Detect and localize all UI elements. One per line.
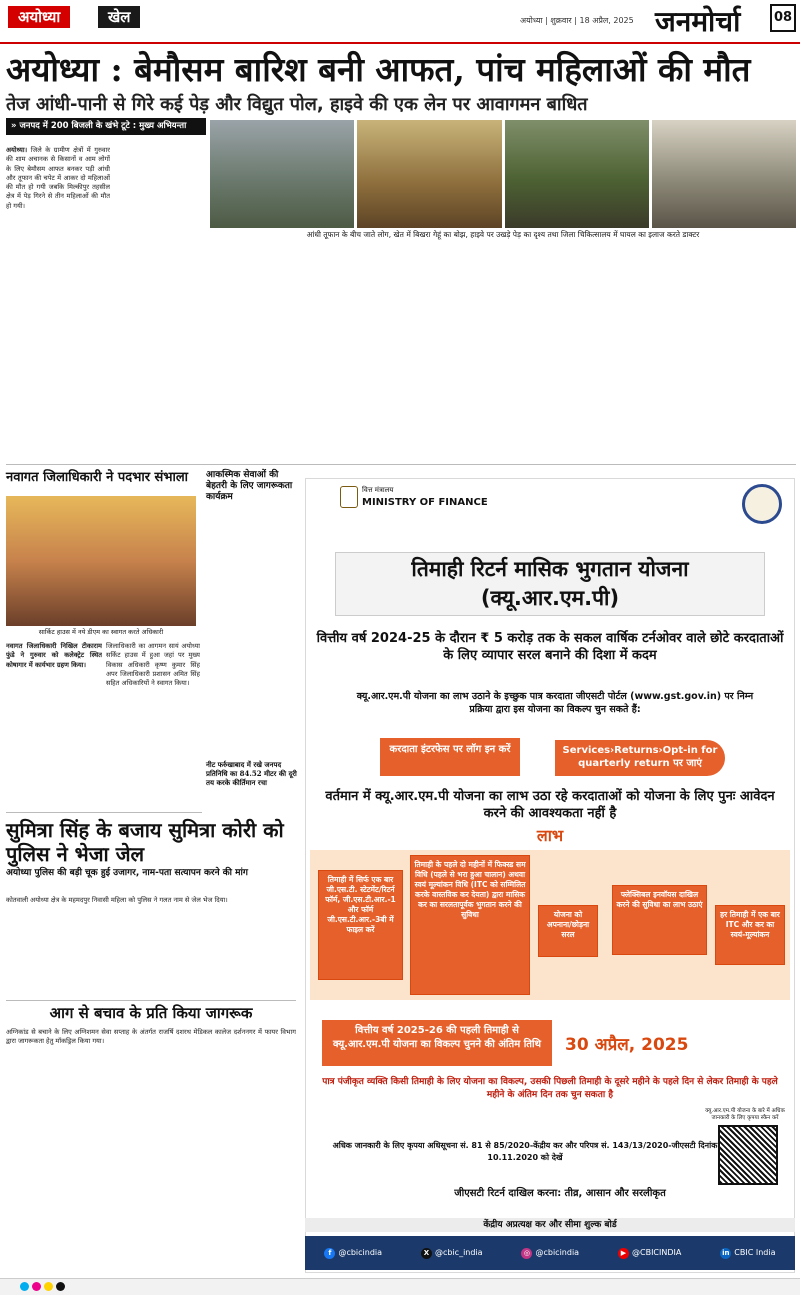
ad-deadline-box: वित्तीय वर्ष 2025-26 की पहली तिमाही से क्यू.आर.एम.पी योजना का विकल्प चुनने की अंतिम तिथि [322, 1020, 552, 1066]
dm-text: जिलाधिकारी का आगमन सायं अयोध्या सर्किट हाउस में हुआ जहां पर मुख्य विकास अधिकारी कृष्ण कुमार सिंह अपर जिलाधिकारी प्रशासन अमित सिंह सहित अधिकारियों ने स्वागत किया। [106, 642, 200, 688]
newspaper-brand: जनमोर्चा [655, 5, 741, 38]
social-handle: CBIC India [734, 1248, 776, 1257]
ad-benefit-flexible-invoice: फ्लेक्सिबल इनवॉयस दाखिल करने की सुविधा का लाभ उठाएं [612, 885, 707, 955]
lead-subhead: तेज आंधी-पानी से गिरे कई पेड़ और विद्युत पोल, हाइवे की एक लेन पर आवागमन बाधित [6, 94, 588, 115]
ad-title: तिमाही रिटर्न मासिक भुगतान योजना [411, 557, 689, 581]
registration-black-icon [56, 1282, 65, 1291]
ad-benefits-heading: लाभ [536, 826, 564, 845]
storm-photo [210, 120, 354, 228]
lead-text-col1 [6, 146, 110, 436]
medical-text [206, 500, 302, 750]
lead-text-col6 [504, 252, 596, 460]
jail-text: कोतवाली अयोध्या क्षेत्र के महमदपुर निवासी महिला को पुलिस ने गलत नाम से जेल भेज दिया। [6, 896, 228, 904]
social-handle: @cbicindia [338, 1248, 383, 1257]
lead-photo-strip [210, 120, 796, 228]
print-footer [0, 1278, 800, 1295]
jail-byline: अयोध्या पुलिस की बड़ी चूक हुई उजागर, नाम-पता सत्यापन करने की मांग [6, 868, 248, 878]
section-tab-sports[interactable]: खेल [98, 6, 140, 28]
record-headline: नीट फर्रुखाबाद में रखे जनपद प्रतिनिधि का 84.52 मीटर की दूरी तय करके कीर्तिमान रचा [206, 760, 297, 787]
qr-code-icon[interactable] [718, 1125, 778, 1185]
lead-text-col3 [210, 252, 298, 460]
lead-dateline: अयोध्या। [6, 146, 28, 154]
ad-no-reapply-line: वर्तमान में क्यू.आर.एम.पी योजना का लाभ उठा रहे करदाताओं को योजना के लिए पुनः आवेदन करने की आवश्यकता नहीं है [325, 789, 775, 821]
social-facebook[interactable] [324, 1248, 382, 1259]
social-handle: @CBICINDIA [632, 1248, 682, 1257]
ad-eligibility-line: वित्तीय वर्ष 2024-25 के दौरान ₹ 5 करोड़ तक के सकल वार्षिक टर्नओवर वाले छोटे करदाताओं के लिए व्यापार सरल बनाने की दिशा में कदम [316, 631, 784, 663]
registration-magenta-icon [32, 1282, 41, 1291]
ad-benefit-self-assessment: हर तिमाही में एक बार ITC और कर का स्वयं-मूल्यांकन [715, 905, 785, 965]
section-divider [6, 812, 202, 813]
ad-step-login: करदाता इंटरफेस पर लॉग इन करें [380, 738, 520, 776]
qr-caption: क्यू.आर.एम.पी योजना के बारे में अधिक जानकारी के लिए कृपया स्कैन करें [705, 1108, 785, 1121]
section-divider [6, 464, 796, 465]
youtube-icon: ▶ [618, 1248, 629, 1259]
lead-headline: अयोध्या : बेमौसम बारिश बनी आफत, पांच महिलाओं की मौत [6, 50, 751, 89]
ministry-label-hindi: वित्त मंत्रालय [362, 486, 394, 494]
lead-text-col7 [602, 252, 694, 460]
lead-paragraph: जिले के ग्रामीण क्षेत्रों में गुरुवार की शाम अचानक से किसानों व आम लोगों के लिए बेमौसम आफत बनकर पड़ी आंधी और तूफान की चपेट में आकर दो महिलाओं की मौत हो गयी जबकि मिल्कीपुर तहसील क्षेत्र में पेड़ गिरने से तीन महिलाओं की मौत हो गयी। [6, 146, 110, 210]
lead-photo-caption: आंधी तूफान के बीच जाते लोग, खेत में बिखरा गेहूं का बोझ, हाइवे पर उखड़े पेड़ का दृश्य तथा जिला चिकित्सालय में घायल का इलाज करते डाक्टर [306, 230, 700, 239]
ad-social-bar [305, 1236, 795, 1270]
ad-title-abbrev: (क्यू.आर.एम.पी) [480, 586, 620, 610]
section-tab-ayodhya[interactable]: अयोध्या [8, 6, 70, 28]
ad-benefit-easy-optin: योजना को अपनाना/छोड़ना सरल [538, 905, 598, 957]
lead-kicker: » जनपद में 200 बिजली के खंभे टूटे : मुख्य अभियन्ता [6, 118, 206, 135]
social-handle: @cbicindia [535, 1248, 580, 1257]
masthead [0, 0, 800, 44]
ad-deadline-date: 30 अप्रैल, 2025 [565, 1035, 689, 1055]
facebook-icon: f [324, 1248, 335, 1259]
ad-benefit-monthly-payment: तिमाही के पहले दो महीनों में फिक्स्ड सम विधि (पहले से भरा हुआ चालान) अथवा स्वयं मूल्यांकन विधि (ITC को सम्मिलित करके वास्तविक कर देयता) द्वारा मासिक कर का सरलतापूर्वक भुगतान करने की सुविधा [410, 855, 530, 995]
registration-cyan-icon [20, 1282, 29, 1291]
dm-headline: नवागत जिलाधिकारी ने पदभार संभाला [6, 470, 189, 485]
linkedin-icon: in [722, 1248, 730, 1257]
record-text [206, 790, 302, 1270]
government-emblem-icon [340, 486, 358, 508]
fire-headline: आग से बचाव के प्रति किया जागरूक [49, 1004, 253, 1022]
registration-yellow-icon [44, 1282, 53, 1291]
cbic-seal-icon [742, 484, 782, 524]
wheat-field-photo [357, 120, 501, 228]
social-handle: @cbic_india [434, 1248, 483, 1257]
fire-text: अग्निकांड से बचाने के लिए अग्निशमन सेवा सप्ताह के अंतर्गत राजर्षि दशरथ मेडिकल कालेज दर्शननगर में फायर विभाग द्वारा जागरूकता हेतु मॉकड्रिल किया गया। [6, 1028, 296, 1046]
lead-text-col2 [114, 252, 204, 460]
social-linkedin[interactable] [720, 1248, 775, 1259]
ad-optin-window-line: पात्र पंजीकृत व्यक्ति किसी तिमाही के लिए योजना का विकल्प, उसकी पिछली तिमाही के दूसरे महीने के पहले दिन से लेकर तिमाही के पहले महीने के अंतिम दिन तक चुन सकता है [322, 1077, 778, 1100]
page-number: 08 [770, 4, 796, 32]
lead-text-col5 [408, 252, 498, 460]
ad-benefit-quarterly-filing: तिमाही में सिर्फ एक बार जी.एस.टी. स्टेटमेंट/रिटर्न फॉर्म, जी.एस.टी.आर.-1 और फॉर्म जी.एस.टी.आर.-3बी में फाइल करें [318, 870, 403, 980]
lead-text-col4 [304, 252, 402, 460]
fallen-tree-photo [505, 120, 649, 228]
ad-gst-tagline: जीएसटी रिटर्न दाखिल करना: तीव्र, आसान और सरलीकृत [454, 1188, 666, 1199]
ad-notification-info: अधिक जानकारी के लिए कृपया अधिसूचना सं. 81 से 85/2020-केंद्रीय कर और परिपत्र सं. 143/13/2020-जीएसटी दिनांक 10.11.2020 को देखें [332, 1141, 718, 1162]
ad-board-name: केंद्रीय अप्रत्यक्ष कर और सीमा शुल्क बोर्ड [305, 1218, 795, 1232]
social-instagram[interactable] [521, 1248, 579, 1259]
issue-dateline: अयोध्या | शुक्रवार | 18 अप्रैल, 2025 [520, 16, 634, 25]
x-icon: X [421, 1248, 432, 1259]
instagram-icon: ◎ [521, 1248, 532, 1259]
hospital-photo [652, 120, 796, 228]
jail-headline: सुमित्रा सिंह के बजाय सुमित्रा कोरी को पुलिस ने भेजा जेल [6, 818, 284, 866]
dm-photo-caption: सार्किट हाउस में नये डीएम का स्वागत करते अधिकारी [38, 628, 164, 636]
dm-byline: नवागत जिलाधिकारी निखिल टीकाराम फुंडे ने गुरुवार को कलेक्ट्रेट स्थित कोषागार में कार्यभार ग्रहण किया। [6, 642, 102, 669]
ministry-label-english: MINISTRY OF FINANCE [362, 497, 488, 508]
lead-text-col8 [700, 252, 794, 460]
social-youtube[interactable] [618, 1248, 681, 1259]
dm-photo [6, 496, 196, 626]
ad-step-optin: Services›Returns›Opt-in for quarterly return पर जाएं [555, 740, 725, 776]
medical-headline: आकस्मिक सेवाओं की बेहतरी के लिए जागरूकता कार्यक्रम [206, 470, 293, 502]
social-x[interactable] [421, 1248, 483, 1259]
ad-procedure-line: क्यू.आर.एम.पी योजना का लाभ उठाने के इच्छुक पात्र करदाता जीएसटी पोर्टल (www.gst.gov.in) पर निम्न प्रक्रिया द्वारा इस योजना का विकल्प चुन सकते हैं: [356, 691, 754, 715]
